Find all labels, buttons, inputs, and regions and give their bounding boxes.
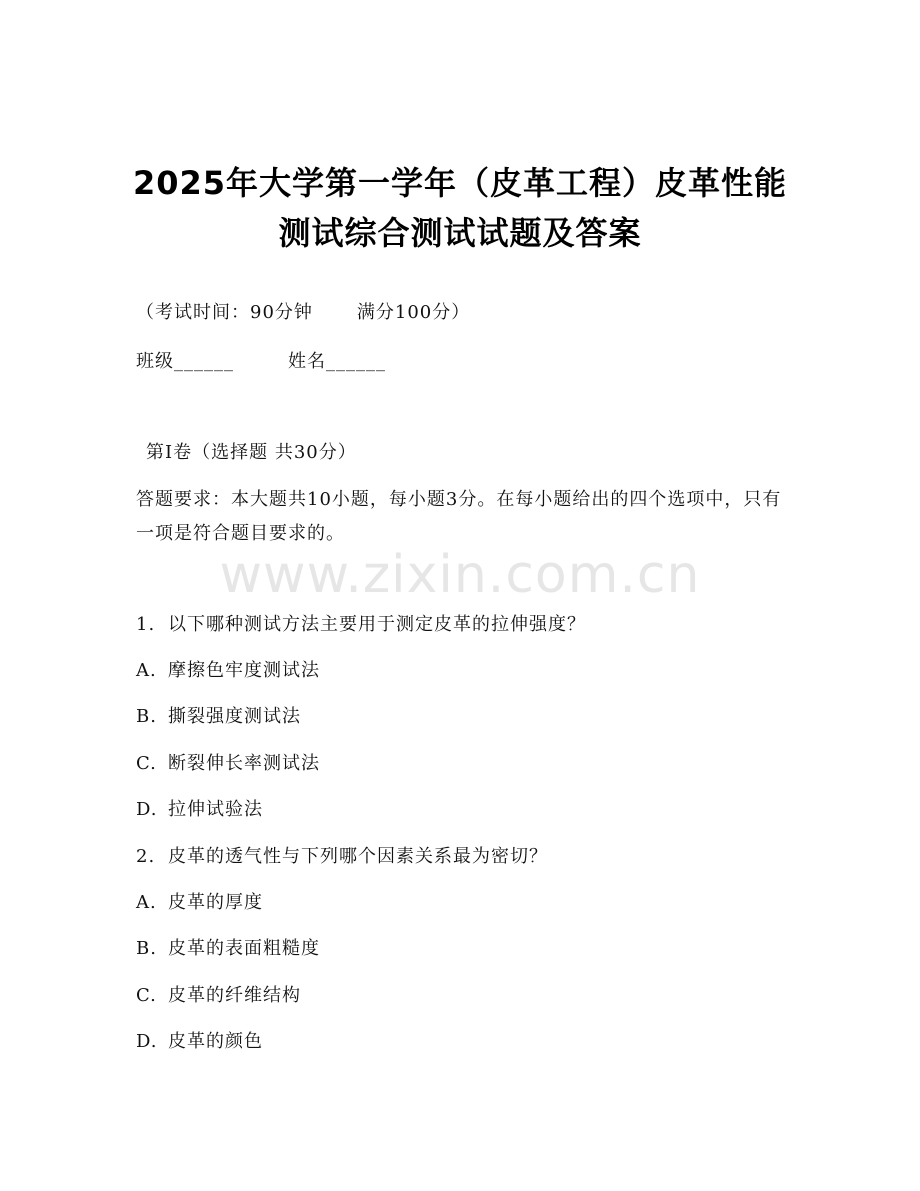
section-heading: 第I卷（选择题 共30分） bbox=[146, 442, 357, 463]
option-text: 皮革的表面粗糙度 bbox=[168, 938, 320, 959]
class-field-label: 班级______ bbox=[136, 351, 234, 372]
option-text: 断裂伸长率测试法 bbox=[168, 753, 320, 774]
question-1-option-d bbox=[136, 797, 263, 823]
option-letter: D. bbox=[136, 1031, 158, 1052]
option-letter: A. bbox=[136, 660, 157, 681]
watermark: www.zixin.com.cn bbox=[219, 545, 701, 605]
option-letter: D. bbox=[136, 799, 158, 820]
question-2 bbox=[136, 844, 548, 870]
option-text: 拉伸试验法 bbox=[168, 799, 263, 820]
question-1 bbox=[136, 612, 586, 638]
option-letter: B. bbox=[136, 938, 157, 959]
question-1-option-c bbox=[136, 751, 320, 777]
exam-time: （考试时间：90分钟 bbox=[136, 302, 313, 323]
option-text: 皮革的厚度 bbox=[168, 892, 263, 913]
name-field-label: 姓名______ bbox=[288, 351, 386, 372]
question-text: 以下哪种测试方法主要用于测定皮革的拉伸强度？ bbox=[168, 614, 586, 635]
option-letter: C. bbox=[136, 985, 157, 1006]
question-2-option-c bbox=[136, 983, 301, 1009]
question-text: 皮革的透气性与下列哪个因素关系最为密切？ bbox=[168, 846, 548, 867]
question-2-option-b bbox=[136, 936, 320, 962]
exam-info bbox=[136, 300, 470, 326]
question-1-option-b bbox=[136, 704, 301, 730]
student-fields bbox=[136, 349, 386, 375]
option-text: 皮革的颜色 bbox=[168, 1031, 263, 1052]
question-2-option-a bbox=[136, 890, 263, 916]
option-letter: C. bbox=[136, 753, 157, 774]
exam-full-score: 满分100分） bbox=[356, 302, 471, 323]
question-number: 2. bbox=[136, 846, 156, 867]
option-letter: B. bbox=[136, 706, 157, 727]
instructions: 答题要求：本大题共10小题，每小题3分。在每小题给出的四个选项中，只有一项是符合题目要求的。 bbox=[136, 489, 782, 544]
option-text: 皮革的纤维结构 bbox=[168, 985, 301, 1006]
question-2-option-d bbox=[136, 1029, 263, 1055]
question-number: 1. bbox=[136, 614, 156, 635]
option-letter: A. bbox=[136, 892, 157, 913]
document-title-line-2: 测试综合测试试题及答案 bbox=[278, 214, 642, 252]
option-text: 撕裂强度测试法 bbox=[168, 706, 301, 727]
option-text: 摩擦色牢度测试法 bbox=[168, 660, 320, 681]
question-1-option-a bbox=[136, 658, 320, 684]
document-title-line-1: 2025年大学第一学年（皮革工程）皮革性能 bbox=[132, 164, 788, 202]
